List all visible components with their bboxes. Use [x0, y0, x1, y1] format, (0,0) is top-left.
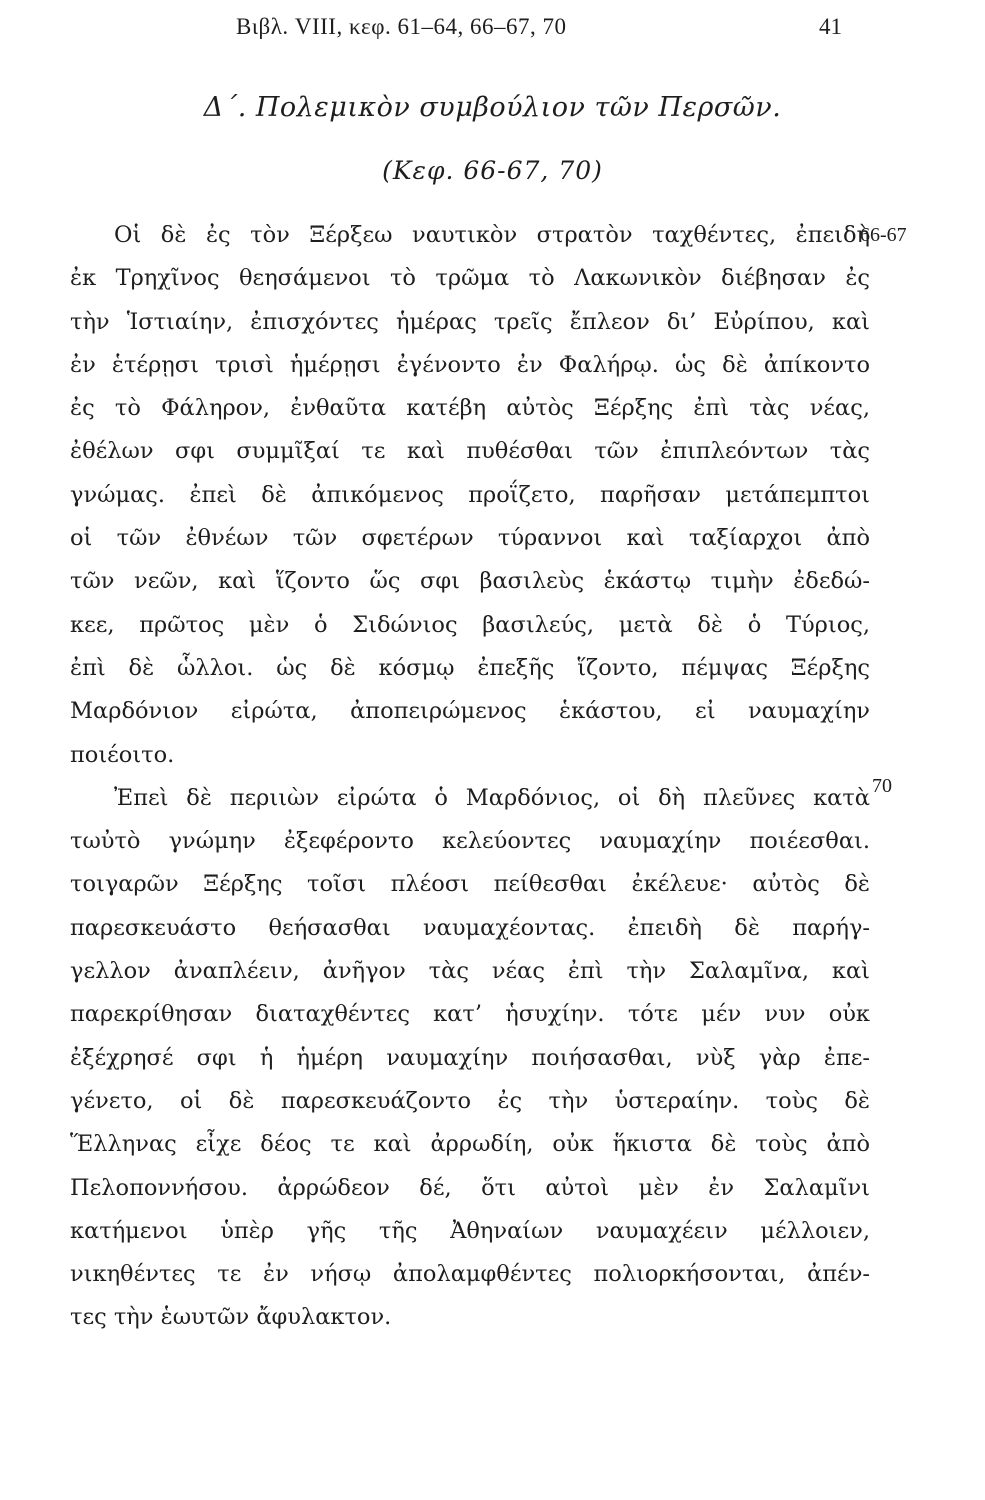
- margin-reference-66-67: 66-67: [860, 224, 907, 246]
- text-line: ἐς τὸ Φάληρον, ἐνθαῦτα κατέβη αὐτὸς Ξέρξης ἐπὶ τὰς νέας,: [70, 395, 870, 422]
- paragraph-2: [70, 777, 870, 1340]
- text-line: γελλον ἀναπλέειν, ἀνῆγον τὰς νέας ἐπὶ τὴν Σαλαμῖνα, καὶ: [70, 958, 870, 985]
- text-line: τοιγαρῶν Ξέρξης τοῖσι πλέοσι πείθεσθαι ἐκέλευε· αὐτὸς δὲ: [70, 871, 870, 898]
- text-line: τες τὴν ἑωυτῶν ἄφυλακτον.: [70, 1304, 392, 1331]
- section-subtitle: (Κεφ. 66-67, 70): [382, 156, 603, 185]
- text-line: τωὐτὸ γνώμην ἐξεφέροντο κελεύοντες ναυμαχίην ποιέεσθαι.: [70, 828, 870, 855]
- page-number: 41: [819, 14, 842, 39]
- text-line: κατήμενοι ὑπὲρ γῆς τῆς Ἀθηναίων ναυμαχέειν μέλλοιεν,: [70, 1217, 870, 1244]
- section-title: Δ΄. Πολεμικὸν συμβούλιον τῶν Περσῶν.: [203, 92, 782, 123]
- body-text: [70, 214, 870, 1340]
- running-head: [236, 14, 842, 50]
- text-line: παρεσκευάστο θεήσασθαι ναυμαχέοντας. ἐπειδὴ δὲ παρήγ-: [70, 914, 870, 941]
- text-line: γένετο, οἱ δὲ παρεσκευάζοντο ἐς τὴν ὑστεραίην. τοὺς δὲ: [70, 1087, 870, 1114]
- text-line: νικηθέντες τε ἐν νήσῳ ἀπολαμφθέντες πολιορκήσονται, ἀπέν-: [70, 1261, 870, 1288]
- text-line: ἐπὶ δὲ ὧλλοι. ὡς δὲ κόσμῳ ἐπεξῆς ἵζοντο, πέμψας Ξέρξης: [70, 654, 870, 681]
- text-line: ἐθέλων σφι συμμῖξαί τε καὶ πυθέσθαι τῶν ἐπιπλεόντων τὰς: [70, 438, 870, 465]
- margin-reference-70: 70: [872, 775, 892, 797]
- text-line: παρεκρίθησαν διαταχθέντες κατ’ ἡσυχίην. τότε μέν νυν οὐκ: [70, 1001, 870, 1028]
- text-line: ἐξέχρησέ σφι ἡ ἡμέρη ναυμαχίην ποιήσασθαι, νὺξ γὰρ ἐπε-: [70, 1044, 870, 1071]
- text-line: οἱ τῶν ἐθνέων τῶν σφετέρων τύραννοι καὶ ταξίαρχοι ἀπὸ: [70, 525, 870, 552]
- text-line: ἐκ Τρηχῖνος θεησάμενοι τὸ τρῶμα τὸ Λακωνικὸν διέβησαν ἐς: [70, 265, 870, 292]
- text-line: Ἐπεὶ δὲ περιιὼν εἰρώτα ὁ Μαρδόνιος, οἱ δὴ πλεῦνες κατὰ: [114, 784, 870, 811]
- text-line: Πελοποννήσου. ἀρρώδεον δέ, ὅτι αὐτοὶ μὲν ἐν Σαλαμῖνι: [70, 1174, 870, 1201]
- text-line: κεε, πρῶτος μὲν ὁ Σιδώνιος βασιλεύς, μετὰ δὲ ὁ Τύριος,: [70, 611, 870, 638]
- paragraph-1: [70, 214, 870, 777]
- text-line: Μαρδόνιον εἰρώτα, ἀποπειρώμενος ἑκάστου, εἰ ναυμαχίην: [70, 698, 870, 725]
- running-head-title: Βιβλ. VIII, κεφ. 61–64, 66–67, 70: [236, 14, 567, 39]
- text-line: γνώμας. ἐπεὶ δὲ ἀπικόμενος προΐζετο, παρῆσαν μετάπεμπτοι: [70, 481, 870, 508]
- text-line: τὴν Ἱστιαίην, ἐπισχόντες ἡμέρας τρεῖς ἔπλεον δι’ Εὐρίπου, καὶ: [70, 308, 870, 335]
- text-line: Οἱ δὲ ἐς τὸν Ξέρξεω ναυτικὸν στρατὸν ταχθέντες, ἐπειδὴ: [114, 222, 870, 248]
- text-line: ἐν ἑτέρῃσι τρισὶ ἡμέρῃσι ἐγένοντο ἐν Φαλήρῳ. ὡς δὲ ἀπίκοντο: [70, 351, 870, 378]
- text-line: Ἕλληνας εἶχε δέος τε καὶ ἀρρωδίη, οὐκ ἥκιστα δὲ τοὺς ἀπὸ: [70, 1131, 870, 1158]
- text-line: τῶν νεῶν, καὶ ἵζοντο ὥς σφι βασιλεὺς ἑκάστῳ τιμὴν ἐδεδώ-: [70, 568, 870, 595]
- text-line: ποιέοιτο.: [70, 741, 175, 768]
